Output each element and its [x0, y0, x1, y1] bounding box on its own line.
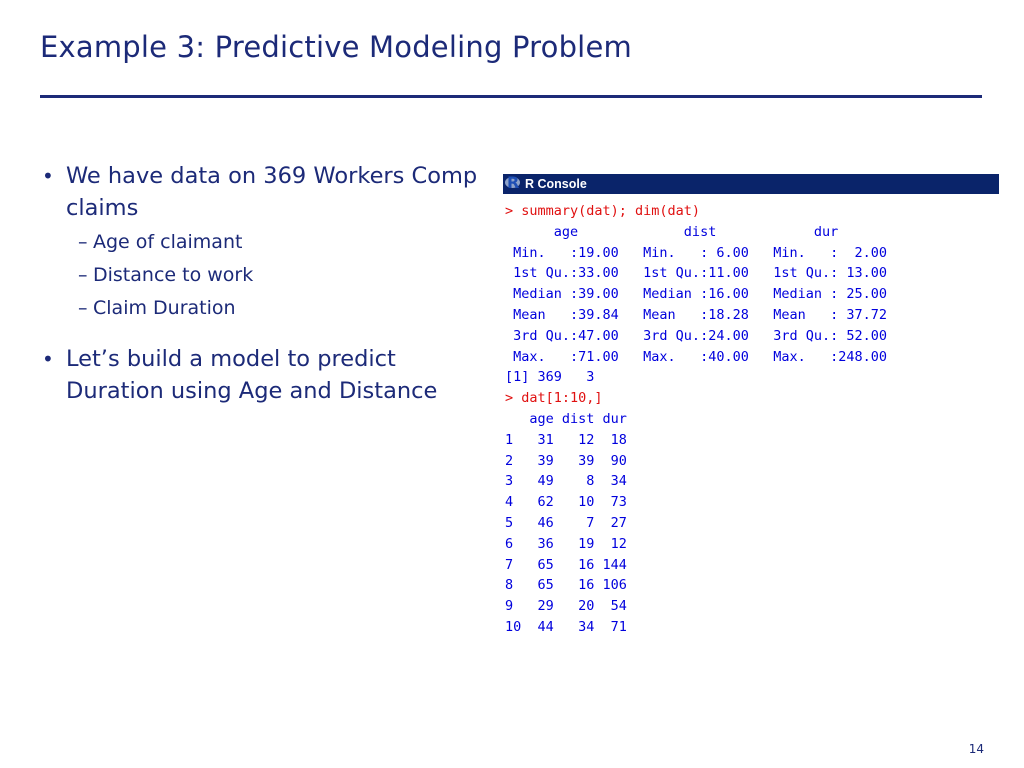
console-output-line: 7 65 16 144 — [505, 556, 627, 573]
console-output-line: 1 31 12 18 — [505, 431, 627, 448]
r-logo-letter: R — [507, 173, 520, 192]
console-output-line: age dist dur — [505, 223, 839, 240]
console-output-line: Min. :19.00 Min. : 6.00 Min. : 2.00 — [505, 244, 888, 261]
bullet-list — [42, 160, 492, 407]
r-console-window — [503, 174, 999, 644]
bullet-marker: • — [42, 164, 54, 188]
sub-bullet-marker: – — [78, 231, 88, 253]
page-number: 14 — [968, 742, 984, 756]
console-output-line: Mean :39.84 Mean :18.28 Mean : 37.72 — [505, 306, 888, 323]
console-output-line: 6 36 19 12 — [505, 535, 627, 552]
bullet-marker: • — [42, 347, 54, 371]
console-input-line: > dat[1:10,] — [505, 390, 603, 407]
console-output-line: Max. :71.00 Max. :40.00 Max. :248.00 — [505, 348, 888, 365]
console-output-line: 2 39 39 90 — [505, 452, 627, 469]
console-output-line: 9 29 20 54 — [505, 598, 627, 615]
bullet-item — [42, 160, 492, 325]
console-output-line: Median :39.00 Median :16.00 Median : 25.00 — [505, 286, 888, 303]
sub-bullet-text: Age of claimant — [93, 231, 243, 253]
sub-bullet-text: Distance to work — [93, 264, 254, 286]
sub-bullet-list — [66, 226, 492, 325]
console-output-line: 4 62 10 73 — [505, 494, 627, 511]
console-output-line: 8 65 16 106 — [505, 577, 627, 594]
console-output-line: [1] 369 3 — [505, 369, 595, 386]
console-title: R Console — [525, 177, 587, 191]
sub-bullet-marker: – — [78, 264, 88, 286]
console-output — [503, 194, 999, 638]
slide-title: Example 3: Predictive Modeling Problem — [40, 30, 632, 64]
console-output-line: age dist dur — [505, 410, 627, 427]
r-logo-icon — [505, 173, 521, 192]
bullet-text: We have data on 369 Workers Comp claims — [66, 163, 478, 221]
console-input-line: > summary(dat); dim(dat) — [505, 203, 701, 219]
console-output-line: 3 49 8 34 — [505, 473, 627, 490]
console-titlebar — [503, 174, 999, 194]
title-divider — [40, 95, 982, 98]
bullet-text: Let’s build a model to predict Duration using Age and Distance — [66, 346, 438, 404]
console-output-line: 3rd Qu.:47.00 3rd Qu.:24.00 3rd Qu.: 52.00 — [505, 327, 888, 344]
sub-bullet-item — [78, 259, 492, 292]
bullet-item — [42, 343, 492, 407]
sub-bullet-item — [78, 226, 492, 259]
sub-bullet-item — [78, 292, 492, 325]
console-output-line: 1st Qu.:33.00 1st Qu.:11.00 1st Qu.: 13.00 — [505, 265, 888, 282]
console-output-line: 10 44 34 71 — [505, 618, 627, 635]
sub-bullet-marker: – — [78, 297, 88, 319]
console-output-line: 5 46 7 27 — [505, 514, 627, 531]
sub-bullet-text: Claim Duration — [93, 297, 236, 319]
